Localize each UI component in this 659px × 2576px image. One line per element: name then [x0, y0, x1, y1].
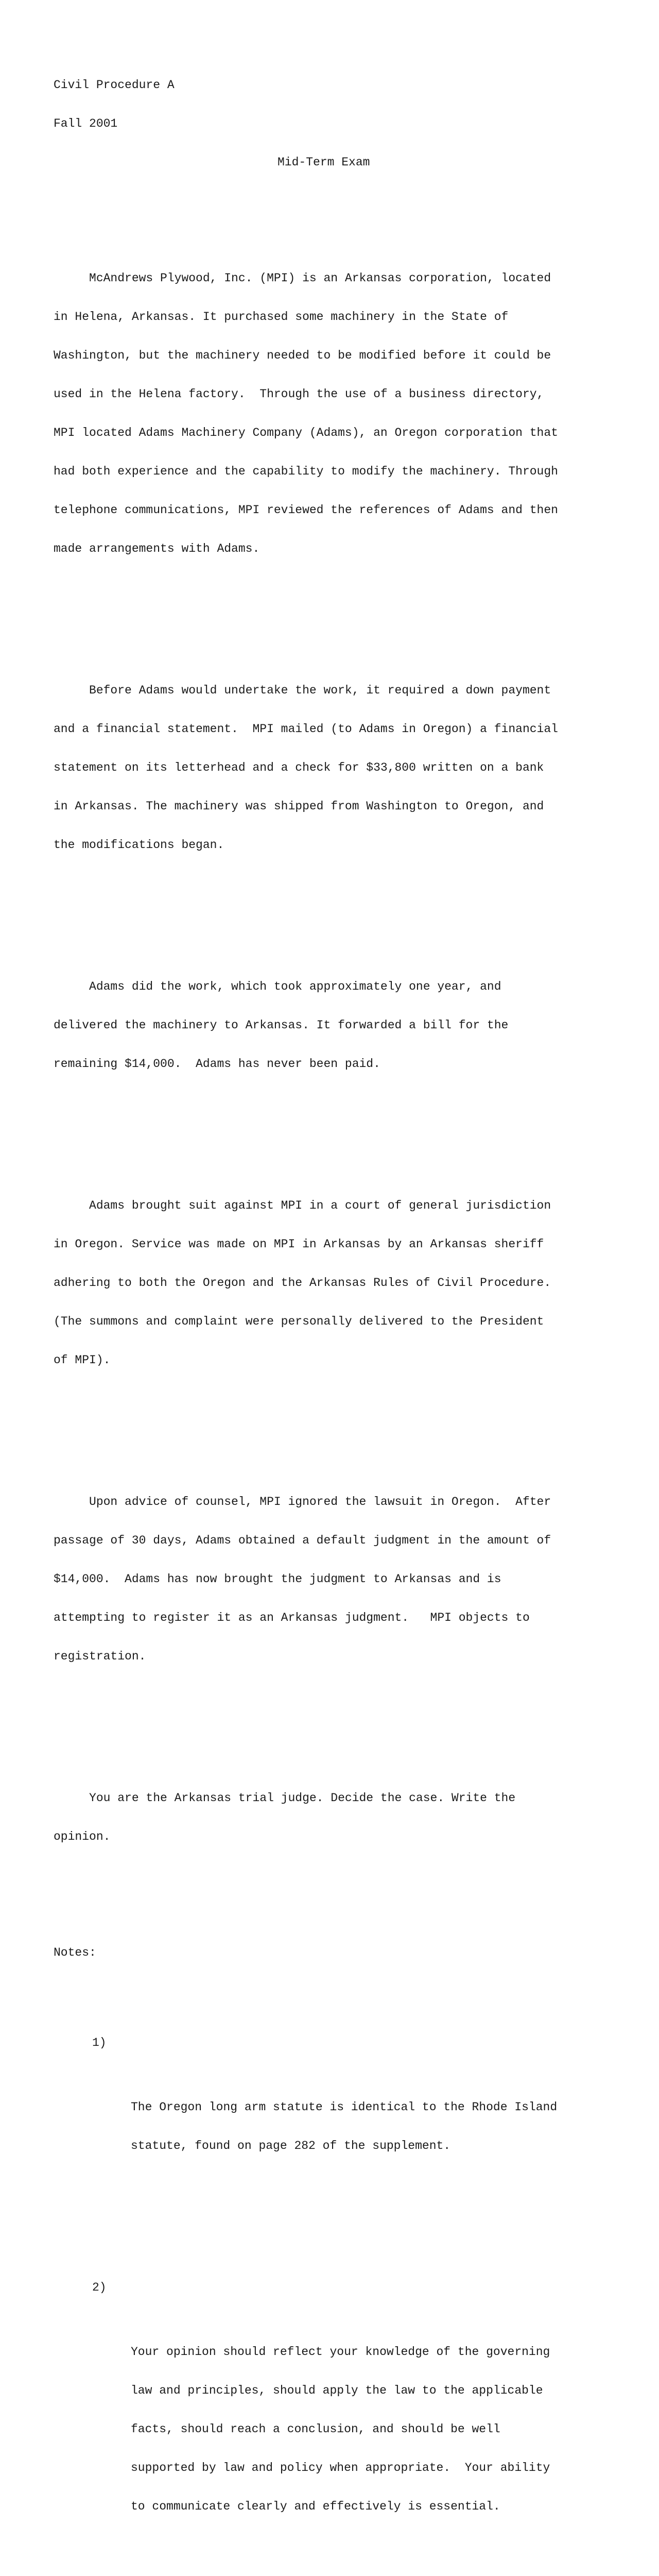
exam-document: [54, 53, 610, 2576]
exam-title: Mid-Term Exam: [278, 156, 370, 169]
note-item: 2) Your opinion should reflect your knowledge of the governing law and principles, should apply the law to the applicable facts, should reach a conclusion, and should be well supported by law and policy when appropriate. Your ability to communicate clearly and effectively is essential.: [92, 2281, 550, 2513]
term: Fall 2001: [54, 117, 118, 130]
course-name: Civil Procedure A: [54, 78, 175, 92]
note-number: 1): [92, 2036, 107, 2049]
paragraph-2: Before Adams would undertake the work, it required a down payment and a financial statement. MPI mailed (to Adams in Oregon) a financial statement on its letterhead and a check for $33,800 written on a bank in Arkansas. The machinery was shipped from Washington to Oregon, and the modifications began.: [54, 684, 558, 852]
paragraph-6: You are the Arkansas trial judge. Decide the case. Write the opinion.: [54, 1791, 516, 1843]
paragraph-5: Upon advice of counsel, MPI ignored the lawsuit in Oregon. After passage of 30 days, Adams obtained a default judgment in the amount of $14,000. Adams has now brought the judgment to Arkansas and is attempting to register it as an Arkansas judgment. MPI objects to registration.: [54, 1495, 551, 1663]
note-number: 2): [92, 2281, 107, 2294]
note-item: 1) The Oregon long arm statute is identical to the Rhode Island statute, found on page 282 of the supplement.: [92, 2036, 558, 2153]
paragraph-3: Adams did the work, which took approximately one year, and delivered the machinery to Arkansas. It forwarded a bill for the remaining $14,000. Adams has never been paid.: [54, 980, 509, 1071]
notes-heading: Notes:: [54, 1946, 96, 1959]
paragraph-1: McAndrews Plywood, Inc. (MPI) is an Arkansas corporation, located in Helena, Arkansas. It purchased some machinery in the State of Washington, but the machinery needed to be modified before it could be used in the Helena factory. Through the use of a business directory, MPI located Adams Machinery Company (Adams), an Oregon corporation that had both experience and the capability to modify the machinery. Through telephone communications, MPI reviewed the references of Adams and then made arrangements with Adams.: [54, 272, 558, 555]
paragraph-4: Adams brought suit against MPI in a court of general jurisdiction in Oregon. Service was made on MPI in Arkansas by an Arkansas sheriff adhering to both the Oregon and the Arkansas Rules of Civil Procedure. (The summons and complaint were personally delivered to the President of MPI).: [54, 1199, 551, 1367]
